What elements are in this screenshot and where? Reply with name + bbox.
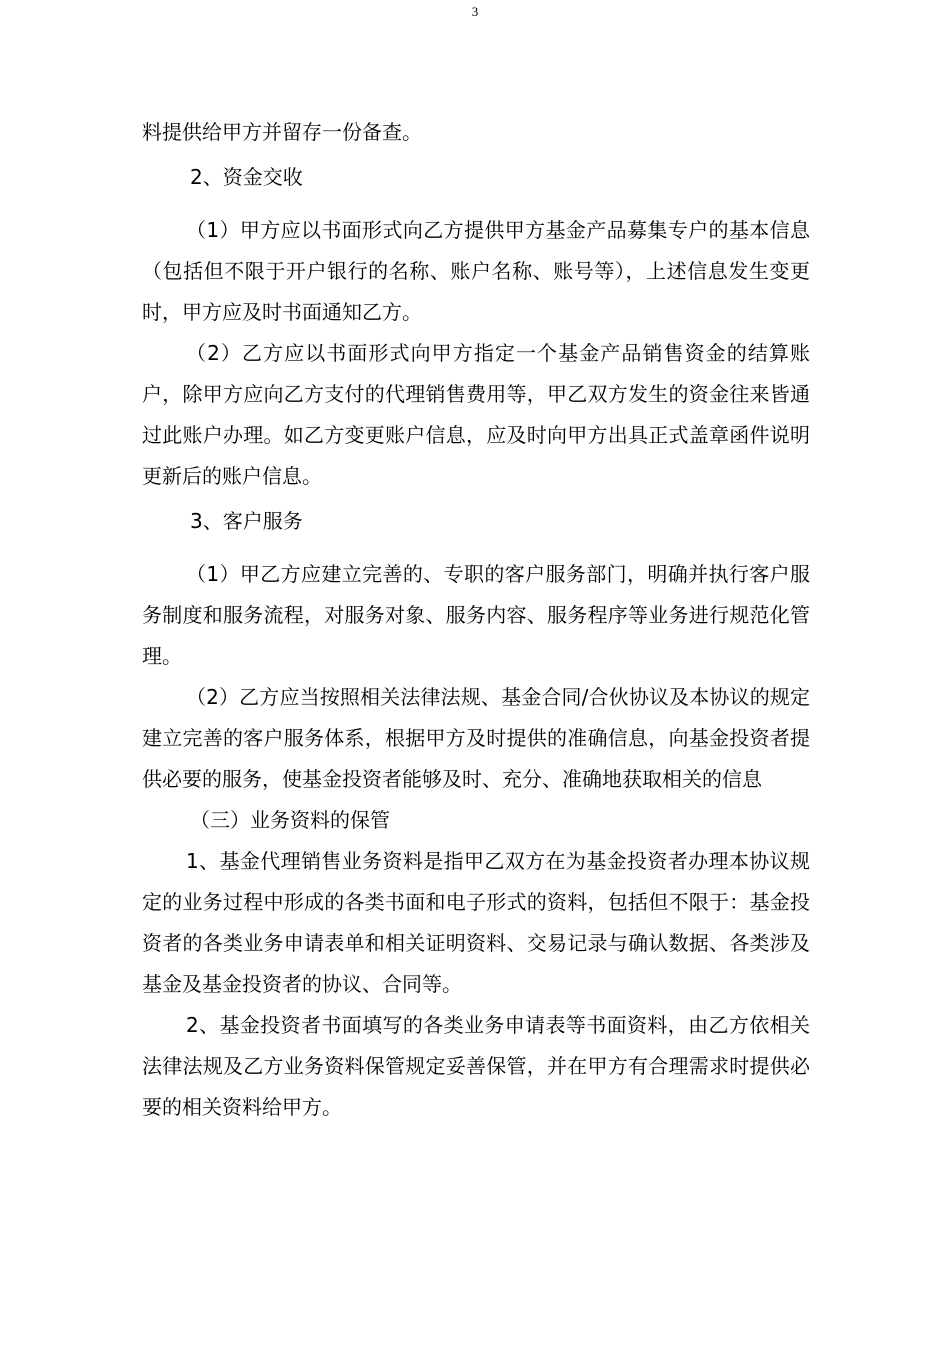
heading-records-custody: （三）业务资料的保管 xyxy=(190,808,390,832)
page-number: 3 xyxy=(471,4,479,19)
paragraph-service-2: （2）乙方应当按照相关法律法规、基金合同/合伙协议及本协议的规定建立完善的客户服务体系，根据甲方及时提供的准确信息，向基金投资者提供必要的服务，使基金投资者能够及时、充分、准确地获取相关的信息 xyxy=(142,685,810,791)
paragraph-records-2: 2、基金投资者书面填写的各类业务申请表等书面资料，由乙方依相关法律法规及乙方业务资料保管规定妥善保管，并在甲方有合理需求时提供必要的相关资料给甲方。 xyxy=(142,1013,810,1119)
paragraph-service-1: （1）甲乙方应建立完善的、专职的客户服务部门，明确并执行客户服务制度和服务流程，对服务对象、服务内容、服务程序等业务进行规范化管理。 xyxy=(142,562,810,668)
paragraph-records-1: 1、基金代理销售业务资料是指甲乙双方在为基金投资者办理本协议规定的业务过程中形成的各类书面和电子形式的资料，包括但不限于：基金投资者的各类业务申请表单和相关证明资料、交易记录与确认数据、各类涉及基金及基金投资者的协议、合同等。 xyxy=(142,849,810,996)
heading-customer-service: 3、客户服务 xyxy=(190,509,303,533)
paragraph-settlement-1: （1）甲方应以书面形式向乙方提供甲方基金产品募集专户的基本信息（包括但不限于开户银行的名称、账户名称、账号等），上述信息发生变更时，甲方应及时书面通知乙方。 xyxy=(142,218,810,324)
paragraph-continuation: 料提供给甲方并留存一份备查。 xyxy=(142,120,422,144)
document-body xyxy=(142,112,810,1128)
paragraph-settlement-2: （2）乙方应以书面形式向甲方指定一个基金产品销售资金的结算账户，除甲方应向乙方支付的代理销售费用等，甲乙双方发生的资金往来皆通过此账户办理。如乙方变更账户信息，应及时向甲方出具正式盖章函件说明更新后的账户信息。 xyxy=(142,341,810,488)
heading-fund-settlement: 2、资金交收 xyxy=(190,165,303,189)
